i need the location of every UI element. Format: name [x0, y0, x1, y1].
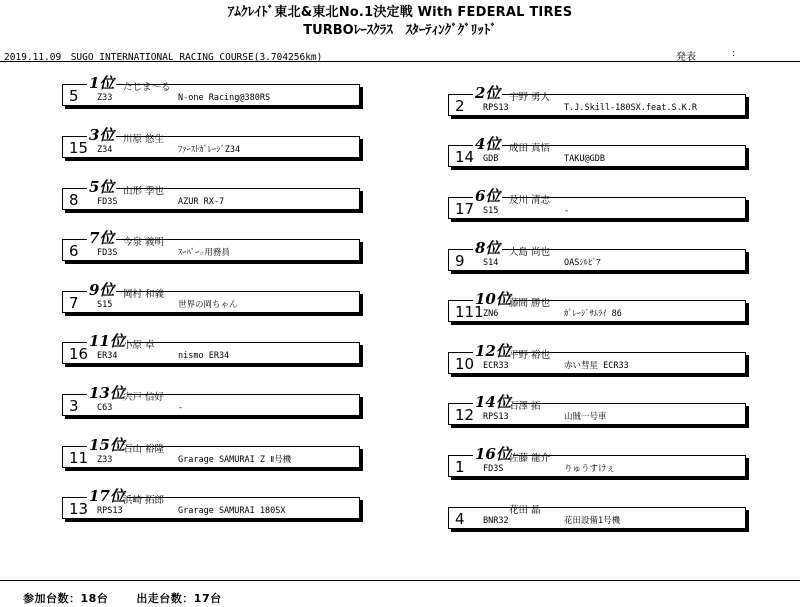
driver-name: 及川 清志 [509, 195, 551, 206]
car-number: 10 [455, 355, 475, 373]
driver-name: 石山 裕隆 [123, 444, 165, 455]
car-number: 8 [69, 191, 79, 209]
position-label: 11位 [89, 332, 125, 350]
driver-name: 平野 裕也 [509, 350, 551, 361]
grid-slot [62, 74, 378, 105]
grid-box [448, 135, 746, 167]
car-number: 6 [69, 242, 79, 260]
grid-box [448, 84, 746, 116]
car-model: RPS13 [483, 103, 509, 113]
grid-slot [448, 445, 764, 476]
driver-name: 成田 真悟 [509, 143, 551, 154]
grid-box [62, 384, 360, 416]
grid-slot [62, 384, 378, 415]
grid-box [62, 74, 360, 106]
team-name: OASｼﾙﾋﾞｱ [564, 258, 601, 268]
position-label: 10位 [475, 290, 511, 308]
position-label: 9位 [89, 281, 115, 299]
team-name: Grarage SAMURAI 180SX [178, 506, 286, 516]
grid-box [62, 436, 360, 468]
car-model: Z34 [97, 145, 113, 155]
team-name: nismo ER34 [178, 351, 230, 361]
car-model: BNR32 [483, 516, 509, 526]
team-name: 花田設備1号機 [564, 516, 621, 526]
car-model: ER34 [97, 351, 118, 361]
car-number: 16 [69, 345, 89, 363]
car-number: 4 [455, 510, 465, 528]
grid-box [62, 487, 360, 519]
car-number: 5 [69, 87, 79, 105]
team-name: 赤い彗星 ECR33 [564, 361, 629, 371]
driver-name: 川原 悠生 [123, 134, 165, 145]
grid-slot [448, 393, 764, 424]
driver-name: 宇野 勇人 [509, 92, 551, 103]
car-model: FD3S [483, 464, 504, 474]
grid-slot [448, 187, 764, 218]
team-name: AZUR RX-7 [178, 197, 225, 207]
team-name: 山賊一号車 [564, 412, 607, 422]
position-label: 4位 [475, 135, 501, 153]
car-model: S15 [97, 300, 113, 310]
car-model: Z33 [97, 455, 113, 465]
car-number: 11 [69, 449, 89, 467]
car-number: 14 [455, 148, 475, 166]
car-model: RPS13 [483, 412, 509, 422]
driver-name: 花田 晶 [509, 505, 541, 516]
car-model: S15 [483, 206, 499, 216]
driver-name: 佐藤 龍介 [509, 453, 551, 464]
grid-slot [62, 229, 378, 260]
announce-label: 発表 [676, 52, 696, 63]
grid-box [62, 126, 360, 158]
grid-box [448, 507, 746, 529]
header-rule [0, 61, 800, 62]
car-number: 13 [69, 500, 89, 518]
team-name: ﾌｧｰｽﾄｶﾞﾚｰｼﾞZ34 [178, 145, 241, 155]
position-label: 13位 [89, 384, 125, 402]
car-model: ECR33 [483, 361, 509, 371]
grid-box [62, 229, 360, 261]
grid-box [62, 332, 360, 364]
grid-box [448, 290, 746, 322]
driver-name: 大島 尚也 [509, 247, 551, 258]
position-label: 12位 [475, 342, 511, 360]
car-model: FD3S [97, 197, 118, 207]
grid-slot [448, 135, 764, 166]
footer-rule [0, 580, 800, 581]
position-label: 14位 [475, 393, 511, 411]
car-number: 9 [455, 252, 465, 270]
position-label: 6位 [475, 187, 501, 205]
car-number: 111 [455, 303, 484, 321]
grid-box [448, 342, 746, 374]
car-number: 2 [455, 97, 465, 115]
driver-name: 今泉 義明 [123, 237, 165, 248]
position-label: 16位 [475, 445, 511, 463]
team-name: 世界の岡ちゃん [178, 300, 238, 310]
car-model: FD3S [97, 248, 118, 258]
position-label: 1位 [89, 74, 115, 92]
driver-name: 浜崎 拓郎 [123, 495, 165, 506]
grid-slot [62, 332, 378, 363]
grid-slot [448, 290, 764, 321]
team-name: りゅうすけぇ [564, 464, 616, 474]
position-label: 3位 [89, 126, 115, 144]
grid-slot [62, 436, 378, 467]
position-label: 15位 [89, 436, 125, 454]
driver-name: 山形 季也 [123, 186, 165, 197]
event-title: ｱﾑｸﾚｲﾄﾞ東北&東北No.1決定戦 With FEDERAL TIRES [227, 5, 573, 20]
entry-count: 参加台数：18台 [23, 592, 109, 605]
driver-name: たじま～る [123, 82, 171, 93]
car-number: 7 [69, 294, 79, 312]
team-name: - [178, 403, 184, 413]
announce-colon: : [732, 48, 736, 59]
grid-box [448, 445, 746, 477]
car-number: 12 [455, 406, 475, 424]
car-model: S14 [483, 258, 499, 268]
team-name: N-one Racing@380RS [178, 93, 271, 103]
entry-summary [23, 590, 222, 606]
grid-box [448, 187, 746, 219]
class-title: TURBOﾚｰｽｸﾗｽ ｽﾀｰﾃｨﾝｸﾞｸﾞﾘｯﾄﾞ [303, 23, 497, 38]
team-name: ｽｰﾊﾟｰ☆用務員 [178, 248, 230, 258]
car-model: C63 [97, 403, 113, 413]
grid-box [62, 178, 360, 210]
grid-slot [62, 487, 378, 518]
grid-slot [448, 342, 764, 373]
driver-name: 藤間 勝也 [509, 298, 551, 309]
driver-name: 石澤 拓 [509, 401, 541, 412]
grid-slot [448, 84, 764, 115]
team-name: TAKU@GDB [564, 154, 605, 164]
grid-box [448, 239, 746, 271]
grid-slot [62, 126, 378, 157]
car-number: 1 [455, 458, 465, 476]
car-model: ZN6 [483, 309, 499, 319]
date-course: 2019.11.09 SUGO INTERNATIONAL RACING COURSE(3.704256km) [4, 52, 323, 63]
grid-box [448, 393, 746, 425]
car-model: GDB [483, 154, 499, 164]
position-label: 8位 [475, 239, 501, 257]
position-label: 2位 [475, 84, 501, 102]
car-number: 15 [69, 139, 89, 157]
team-name: ｶﾞﾚｰｼﾞｻﾑﾗｲ 86 [564, 309, 622, 319]
team-name: - [564, 206, 570, 216]
grid-slot [62, 178, 378, 209]
grid-slot [448, 497, 764, 528]
grid-slot [62, 281, 378, 312]
team-name: Grarage SAMURAI Z Ⅱ号機 [178, 455, 292, 465]
position-label: 17位 [89, 487, 125, 505]
driver-name: 岡村 和義 [123, 289, 165, 300]
car-number: 3 [69, 397, 79, 415]
position-label: 5位 [89, 178, 115, 196]
driver-name: 小原 卓 [123, 340, 155, 351]
starter-count: 出走台数：17台 [136, 592, 222, 605]
driver-name: 宍戸 信好 [123, 392, 165, 403]
car-model: RPS13 [97, 506, 123, 516]
position-label: 7位 [89, 229, 115, 247]
car-number: 17 [455, 200, 475, 218]
car-model: Z33 [97, 93, 113, 103]
grid-box [62, 281, 360, 313]
grid-slot [448, 239, 764, 270]
team-name: T.J.Skill-180SX.feat.S.K.R [564, 103, 698, 113]
